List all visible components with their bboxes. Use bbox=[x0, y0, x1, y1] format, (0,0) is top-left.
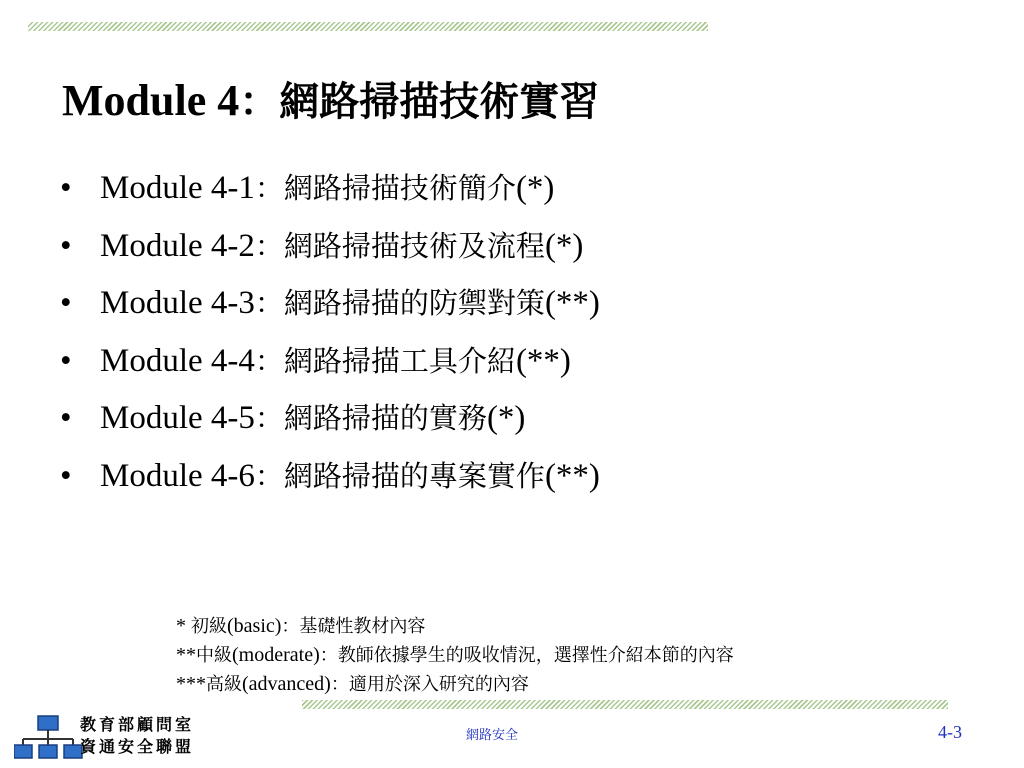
org-name: 教育部顧問室 資通安全聯盟 bbox=[80, 715, 195, 756]
list-item: • Module 4-6：網路掃描的專案實作(**) bbox=[60, 454, 600, 512]
bullet-icon: • bbox=[60, 227, 72, 264]
list-item: • Module 4-1：網路掃描技術簡介(*) bbox=[60, 166, 600, 224]
bullet-icon: • bbox=[60, 342, 72, 379]
footer-course-name: 網路安全 bbox=[466, 728, 519, 743]
list-item: • Module 4-5：網路掃描的實務(*) bbox=[60, 396, 600, 454]
list-item: • Module 4-3：網路掃描的防禦對策(**) bbox=[60, 281, 600, 339]
legend-item-basic: * 初級(basic)：基礎性教材內容 bbox=[176, 615, 426, 637]
bullet-icon: • bbox=[60, 285, 72, 321]
legend-item-advanced: ***高級(advanced)：適用於深入研究的內容 bbox=[176, 673, 529, 695]
legend-item-moderate: **中級(moderate)：教師依據學生的吸收情況，選擇性介紹本節的內容 bbox=[176, 644, 734, 666]
list-item: • Module 4-2：網路掃描技術及流程(*) bbox=[60, 224, 600, 282]
list-item: • Module 4-4：網路掃描工具介紹(**) bbox=[60, 339, 600, 397]
bullet-icon: • bbox=[60, 400, 72, 436]
slide-title: Module 4：網路掃描技術實習 bbox=[62, 76, 600, 125]
bullet-icon: • bbox=[60, 170, 72, 206]
page-number: 4-3 bbox=[938, 722, 962, 742]
top-decorative-rule bbox=[28, 22, 708, 31]
difficulty-legend bbox=[176, 612, 734, 699]
module-list bbox=[60, 166, 600, 511]
bottom-decorative-rule bbox=[302, 700, 948, 709]
bullet-icon: • bbox=[60, 457, 72, 494]
